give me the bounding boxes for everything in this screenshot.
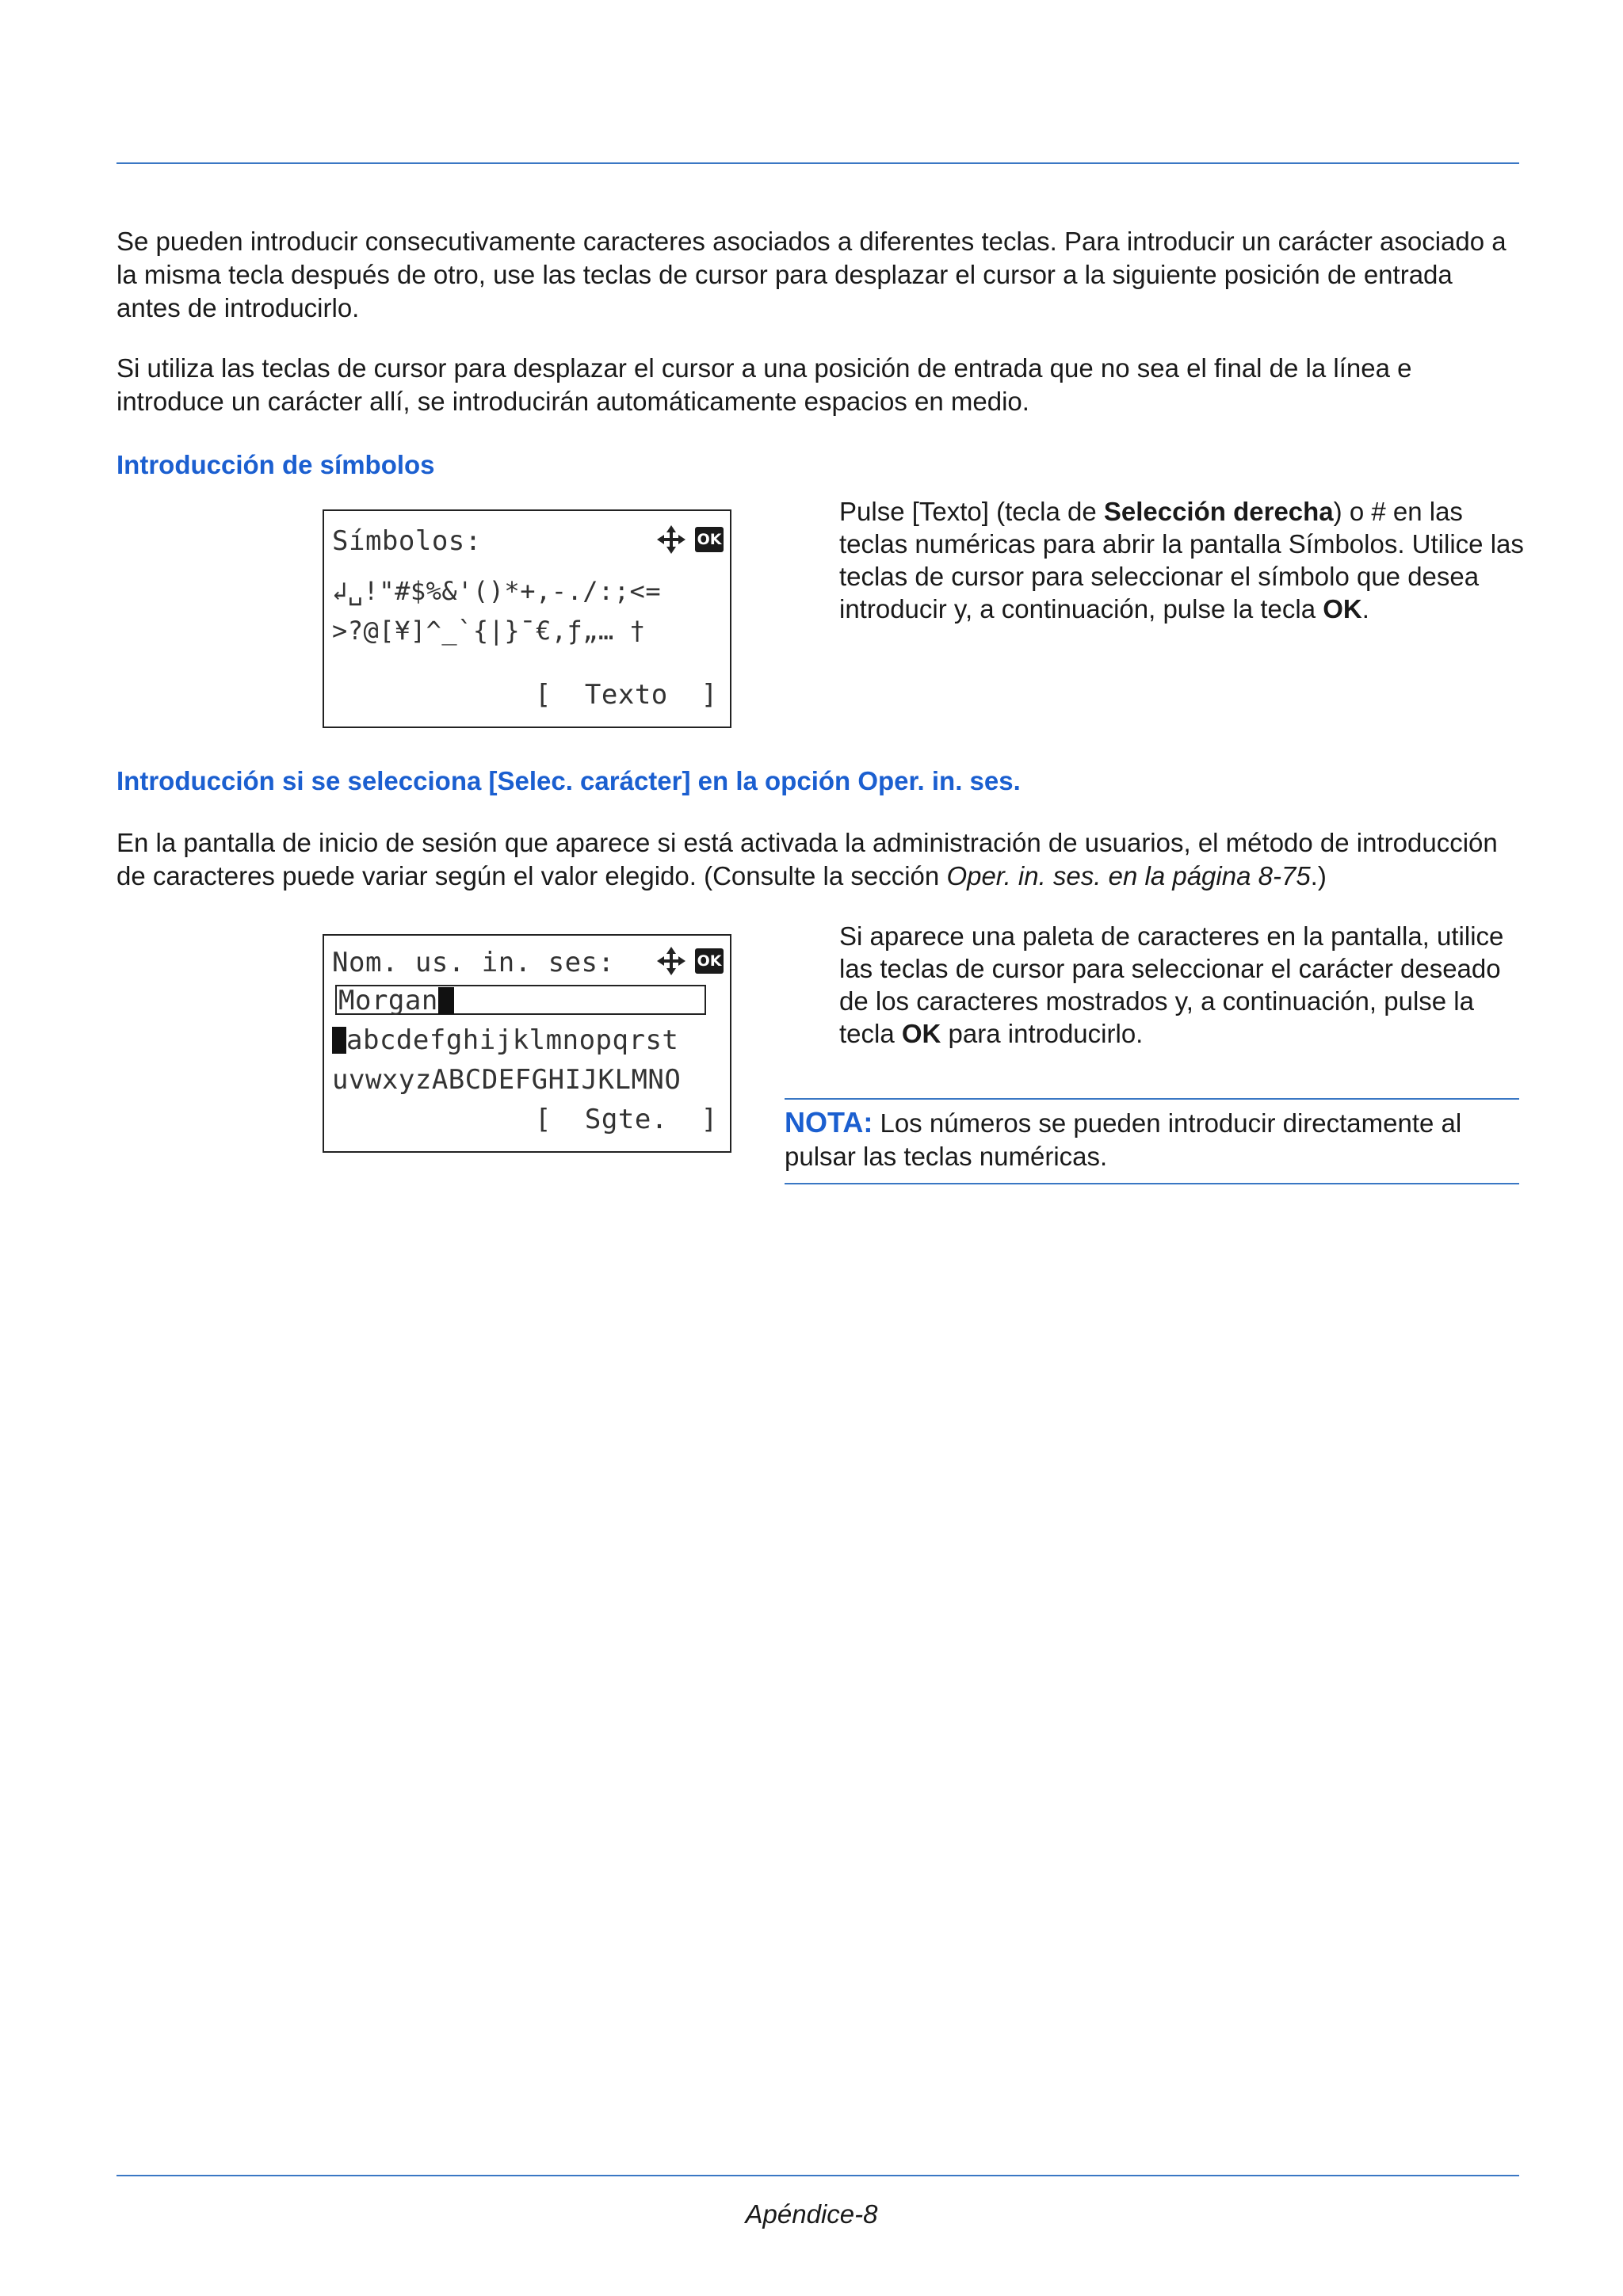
symbols-desc-end: . — [1361, 594, 1369, 624]
login-intro-end: .) — [1310, 861, 1327, 891]
lcd-icons — [655, 524, 724, 555]
section-heading-login: Introducción si se selecciona [Selec. carácter] en la opción Oper. in. ses. — [116, 766, 1021, 795]
lcd-title: Símbolos: — [332, 525, 482, 557]
login-intro — [116, 826, 1519, 893]
login-intro-pre: En la pantalla de inicio de sesión que aparece si está activada la administración de usuarios, el método de introducción de caracteres puede variar según el valor elegido. (Consulte la sección — [116, 828, 1498, 891]
palette-row-1-text: abcdefghijklmnopqrst — [346, 1024, 679, 1056]
cursor-arrows-icon — [655, 945, 687, 977]
page-footer: Apéndice-8 — [745, 2199, 878, 2229]
ok-key-icon: OK — [695, 948, 724, 974]
lcd-palette-row-2: uvwxyzABCDEFGHIJKLMNO — [332, 1064, 682, 1096]
symbols-desc-mid: ) o # en las teclas numéricas para abrir la pantalla Símbolos. Utilice las teclas de cursor para seleccionar el símbolo que desea introducir y, a continuación, pulse la tecla — [839, 497, 1524, 624]
text-cursor — [438, 987, 454, 1014]
lcd-title: Nom. us. in. ses: — [332, 947, 615, 978]
ok-key-icon: OK — [695, 527, 724, 552]
login-intro-ref: Oper. in. ses. en la página 8-75 — [946, 861, 1311, 891]
symbols-desc-bold-1: Selección derecha — [1103, 497, 1334, 526]
note-text: Los números se pueden introducir directamente al pulsar las teclas numéricas. — [785, 1108, 1462, 1171]
paragraph-2: Si utiliza las teclas de cursor para desplazar el cursor a una posición de entrada que no sea el final de la línea e introduce un carácter allí, se introducirán automáticamente espacios en medio. — [116, 353, 1412, 416]
lcd-palette-row-1 — [332, 1024, 678, 1056]
symbols-desc-bold-2: OK — [1323, 594, 1362, 624]
login-desc-pre: Si aparece una paleta de caracteres en la pantalla, utilice las teclas de cursor para seleccionar el carácter deseado de los caracteres mostrados y, a continuación, pulse la tecla — [839, 921, 1504, 1048]
header-rule — [116, 162, 1519, 164]
login-desc-bold: OK — [901, 1019, 941, 1048]
paragraph-1: Se pueden introducir consecutivamente caracteres asociados a diferentes teclas. Para introducir un carácter asociado a la misma tecla después de otro, use las teclas de cursor para desplazar el cursor a la siguiente posición de entrada antes de introducirlo. — [116, 227, 1507, 322]
lcd-symbol-row-1: ↲␣!"#$%&'()*+,-./:;<= — [332, 576, 662, 606]
palette-cursor — [332, 1027, 346, 1054]
cursor-arrows-icon — [655, 524, 687, 555]
note-label: NOTA: — [785, 1106, 873, 1138]
symbols-description — [839, 495, 1529, 625]
lcd-softkey-sgte: [ Sgte. ] — [535, 1104, 718, 1135]
lcd-symbol-row-2: >?@[¥]^_`{|}¯€,ƒ„… † — [332, 616, 646, 646]
lcd-softkey-texto: [ Texto ] — [535, 679, 718, 711]
username-value — [338, 985, 454, 1016]
lcd-icons — [655, 945, 724, 977]
note-box — [785, 1098, 1519, 1184]
login-desc-end: para introducirlo. — [941, 1019, 1144, 1048]
username-text: Morgan — [338, 985, 438, 1016]
section-heading-symbols: Introducción de símbolos — [116, 450, 435, 479]
login-description — [839, 920, 1529, 1050]
lcd-screen-symbols — [323, 509, 731, 728]
footer-rule — [116, 2175, 1519, 2176]
lcd-screen-login — [323, 934, 731, 1153]
symbols-desc-pre: Pulse [Texto] (tecla de — [839, 497, 1104, 526]
